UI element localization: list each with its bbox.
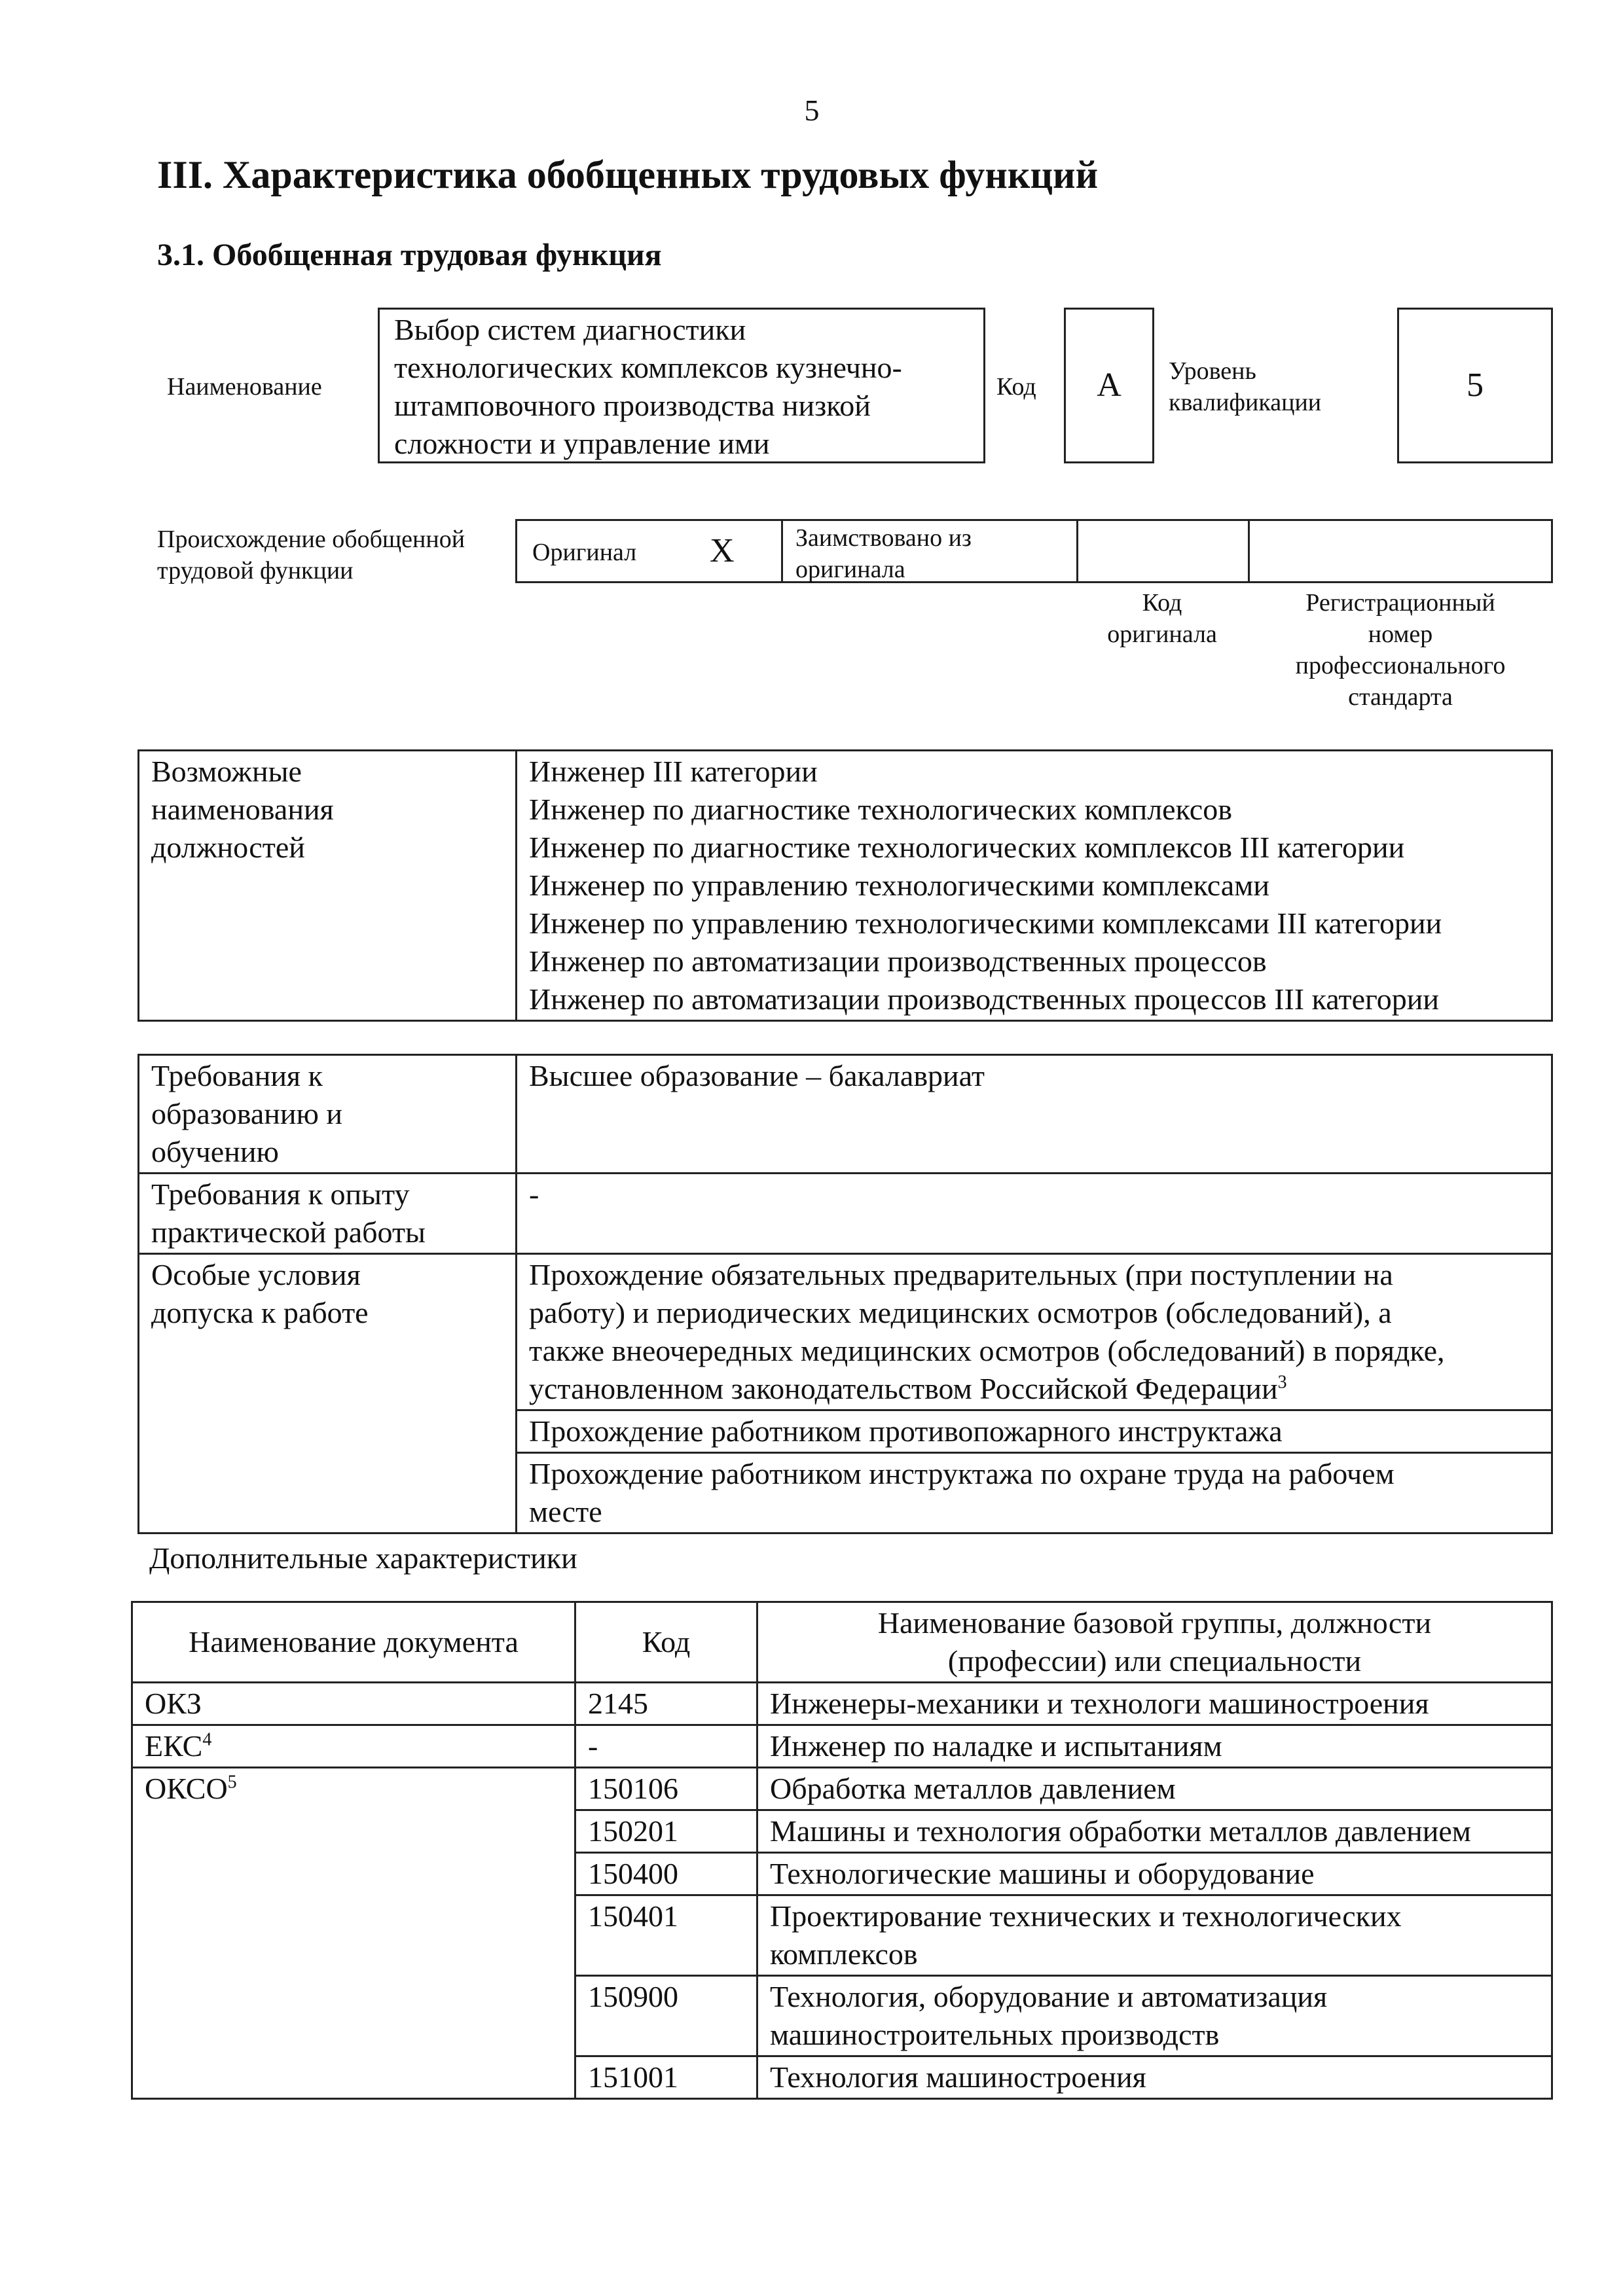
row-doc: ЕКС$^4$ (132, 1725, 575, 1768)
row-name: Технология, оборудование и автоматизация машиностроительных производств (757, 1976, 1552, 2056)
position-item: Инженер по автоматизации производственных процессов (529, 944, 1267, 978)
row-name: Обработка металлов давлением (757, 1768, 1552, 1810)
row-code: 150201 (575, 1810, 757, 1853)
header-doc: Наименование документа (132, 1602, 575, 1683)
positions-list (517, 751, 1552, 1021)
table-row (132, 1725, 1552, 1768)
header-code: Код (575, 1602, 757, 1683)
level-value: 5 (1467, 367, 1484, 404)
origin-divider-3 (1248, 519, 1250, 583)
position-item: Инженер по управлению технологическими комплексами (529, 869, 1269, 902)
table-row (132, 1768, 1552, 1810)
original-label: Оригинал (532, 539, 637, 566)
row-name: Проектирование технических и технологических комплексов (757, 1895, 1552, 1976)
origin-label: Происхождение обобщенной трудовой функции (157, 526, 465, 584)
admission-label: Особые условия допуска к работе (139, 1254, 517, 1534)
origin-divider-1 (781, 519, 783, 583)
position-item: Инженер по диагностике технологических комплексов III категории (529, 831, 1405, 864)
row-name: Инженеры-механики и технологи машиностроения (757, 1683, 1552, 1725)
additional-title: Дополнительные характеристики (149, 1541, 577, 1575)
header-row (132, 1602, 1552, 1683)
code-value: A (1097, 367, 1122, 404)
row-code: 2145 (575, 1683, 757, 1725)
footnote-marker: 3 (1277, 1372, 1287, 1393)
education-label: Требования к образованию и обучению (139, 1055, 517, 1174)
experience-label: Требования к опыту практической работы (139, 1174, 517, 1254)
position-item: Инженер III категории (529, 755, 818, 788)
position-item: Инженер по управлению технологическими комплексами III категории (529, 906, 1442, 940)
section-title: III. Характеристика обобщенных трудовых функций (157, 153, 1099, 196)
origin-table (515, 519, 1553, 583)
row-name: Машины и технология обработки металлов давлением (757, 1810, 1552, 1853)
admission-value-2: Прохождение работником противопожарного инструктажа (517, 1410, 1552, 1453)
row-doc: ОКСО$^5$ (132, 1768, 575, 2099)
row-code: 151001 (575, 2056, 757, 2099)
positions-label: Возможные наименования должностей (139, 751, 517, 1021)
code-label: Код (996, 373, 1036, 401)
header-name: Наименование базовой группы, должности (профессии) или специальности (757, 1602, 1552, 1683)
row-code: 150401 (575, 1895, 757, 1976)
experience-value: - (517, 1174, 1552, 1254)
name-label: Наименование (167, 373, 322, 401)
row-code: 150400 (575, 1853, 757, 1895)
function-name-value: Выбор систем диагностики технологических комплексов кузнечно- штамповочного производства низкой сложности и управление ими (394, 313, 902, 460)
row-code: - (575, 1725, 757, 1768)
borrowed-label: Заимствовано из оригинала (795, 524, 972, 583)
position-item: Инженер по автоматизации производственных процессов III категории (529, 982, 1439, 1016)
row-name: Технологические машины и оборудование (757, 1853, 1552, 1895)
table-row (132, 1683, 1552, 1725)
level-label: Уровень квалификации (1169, 357, 1322, 416)
subsection-title: 3.1. Обобщенная трудовая функция (157, 238, 662, 272)
origin-divider-2 (1076, 519, 1078, 583)
admission-value-3: Прохождение работником инструктажа по охране труда на рабочем месте (517, 1453, 1552, 1534)
original-mark: X (710, 532, 735, 569)
requirements-table (137, 1054, 1553, 1534)
row-code: 150900 (575, 1976, 757, 2056)
page-number: 5 (804, 94, 820, 127)
reg-number-caption: Регистрационный номер профессионального стандарта (1295, 589, 1506, 711)
row-name: Технология машиностроения (757, 2056, 1552, 2099)
code-original-caption: Код оригинала (1107, 589, 1217, 648)
row-code: 150106 (575, 1768, 757, 1810)
education-value: Высшее образование – бакалавриат (517, 1055, 1552, 1174)
row-name: Инженер по наладке и испытаниям (757, 1725, 1552, 1768)
positions-table (137, 749, 1553, 1022)
position-item: Инженер по диагностике технологических комплексов (529, 793, 1232, 826)
row-doc: ОКЗ (132, 1683, 575, 1725)
admission-value-1: Прохождение обязательных предварительных (при поступлении на работу) и периодических медицинских осмотров (обследований), а также внеочередных медицинских осмотров (обследований) в порядке, установленном законодательством Российской Федерации$^3$ (517, 1254, 1552, 1410)
additional-table (131, 1601, 1553, 2100)
